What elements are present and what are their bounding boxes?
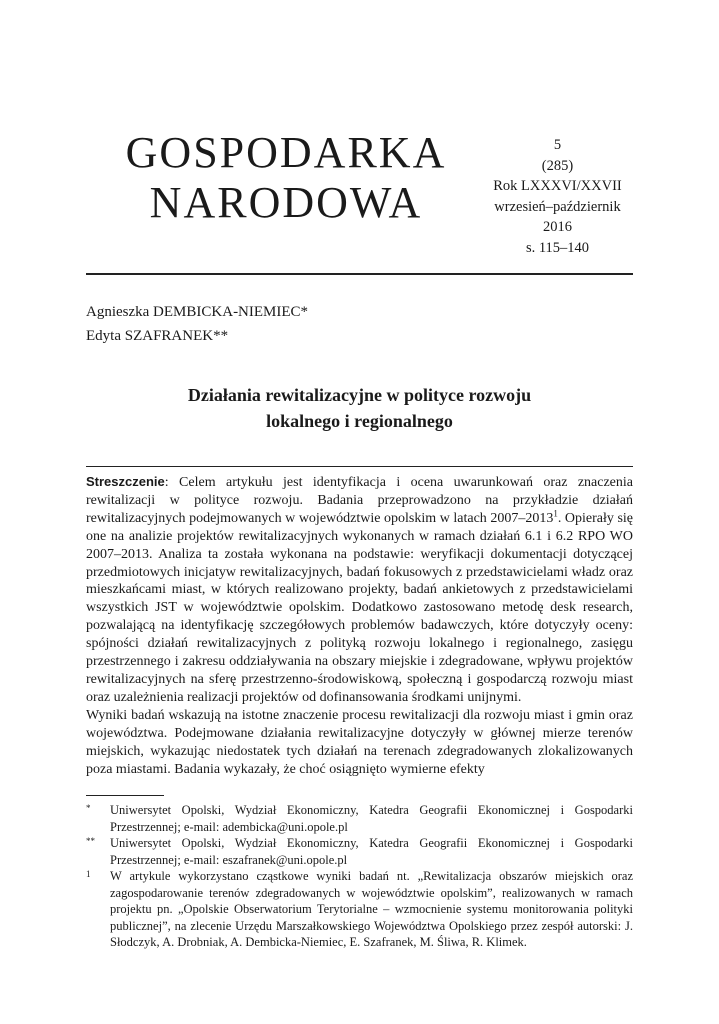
journal-title bbox=[86, 128, 486, 228]
footnote-marker: 1 bbox=[86, 869, 91, 879]
issue-pages: s. 115–140 bbox=[525, 239, 590, 256]
issue-consecutive: (285) bbox=[541, 157, 574, 174]
footnote bbox=[86, 802, 633, 835]
journal-title-line1: GOSPODARKA bbox=[125, 128, 447, 177]
abstract-paragraph bbox=[86, 473, 633, 707]
issue-volume: Rok LXXXVI/XXVII bbox=[493, 178, 622, 194]
issue-info bbox=[450, 135, 665, 258]
issue-number: 5 bbox=[553, 137, 562, 153]
journal-title-line2: NARODOWA bbox=[149, 178, 423, 227]
footnote-text: Uniwersytet Opolski, Wydział Ekonomiczny, Katedra Geografii Ekonomicznej i Gospodarki Przestrzennej; e-mail: adembicka@uni.opole.pl bbox=[110, 803, 633, 834]
header-rule bbox=[86, 273, 633, 275]
author-list bbox=[86, 300, 308, 348]
footnote-marker: * bbox=[86, 803, 91, 813]
footnotes bbox=[86, 802, 633, 951]
article-title-line2: lokalnego i regionalnego bbox=[266, 411, 453, 431]
footnote-marker: ** bbox=[86, 836, 95, 846]
footnote-rule bbox=[86, 795, 164, 796]
author-name: Edyta SZAFRANEK** bbox=[86, 328, 229, 344]
abstract-label: Streszczenie bbox=[86, 474, 165, 489]
footnote bbox=[86, 835, 633, 868]
issue-year: 2016 bbox=[543, 219, 572, 235]
footnote-text: Uniwersytet Opolski, Wydział Ekonomiczny, Katedra Geografii Ekonomicznej i Gospodarki Przestrzennej; e-mail: eszafranek@uni.opole.pl bbox=[110, 836, 633, 867]
article-title bbox=[86, 382, 633, 434]
abstract bbox=[86, 466, 633, 778]
article-title-line1: Działania rewitalizacyjne w polityce rozwoju bbox=[187, 385, 532, 405]
author-name: Agnieszka DEMBICKA-NIEMIEC* bbox=[86, 304, 309, 320]
abstract-text: : Celem artykułu jest identyfikacja i ocena uwarunkowań oraz znaczenia rewitalizacji w polityce rozwoju. Badania przeprowadzono na przykładzie działań rewitalizacyjnych podejmowanych w województwie opolskim w latach 2007–2013 bbox=[86, 475, 633, 526]
footnote-text: W artykule wykorzystano cząstkowe wyniki badań nt. „Rewitalizacja obszarów miejskich oraz zagospodarowanie terenów zdegradowanych w województwie opolskim”, realizowanych w ramach projektu pn. „Opolskie Obserwatorium Terytorialne – wzmocnienie systemu monitorowania polityki publicznej”, na zlecenie Urzędu Marszałkowskiego Województwa Opolskiego przez zespół autorski: J. Słodczyk, A. Drobniak, A. Dembicka-Niemiec, E. Szafranek, M. Śliwa, R. Klimek. bbox=[110, 869, 633, 949]
issue-months: wrzesień–październik bbox=[494, 198, 621, 215]
abstract-text: . Opierały się one na analizie projektów rewitalizacyjnych wykonanych w ramach działań 6.1 i 6.2 RPO WO 2007–2013. Analiza ta została wykonana na podstawie: weryfikacji dokumentacji dotyczącej przedmiotowych inicjatyw rewitalizacyjnych, badań fokusowych z przedstawicielami władz oraz mieszkańcami miast, w których realizowano projekty, badań ankietowych z przedstawicielami wszystkich JST w województwie opolskim. Dodatkowo zastosowano metodę desk research, pozwalającą na identyfikację szczegółowych problemów badawczych, które dotyczyły oceny: spójności działań rewitalizacyjnych z polityką rozwoju lokalnego i regionalnego, zasięgu przestrzennego i zakresu oddziaływania na obszary miejskie i zdegradowane, wpływu projektów rewitalizacyjnych na sferę przestrzenno-środowiskową, społeczną i gospodarczą rozwoju miast oraz uzależnienia realizacji projektów od dofinansowania środkami unijnymi. bbox=[86, 510, 634, 705]
abstract-paragraph: Wyniki badań wskazują na istotne znaczenie procesu rewitalizacji dla rozwoju miast i gmin oraz województwa. Podejmowane działania rewitalizacyjne dotyczyły w głównej mierze terenów miejskich, wykazując niedostatek tych działań na terenach zdegradowanych zlokalizowanych poza miastami. Badania wykazały, że choć osiągnięto wymierne efekty bbox=[86, 707, 633, 777]
footnote-ref: 1 bbox=[553, 508, 558, 519]
footnote bbox=[86, 868, 633, 951]
